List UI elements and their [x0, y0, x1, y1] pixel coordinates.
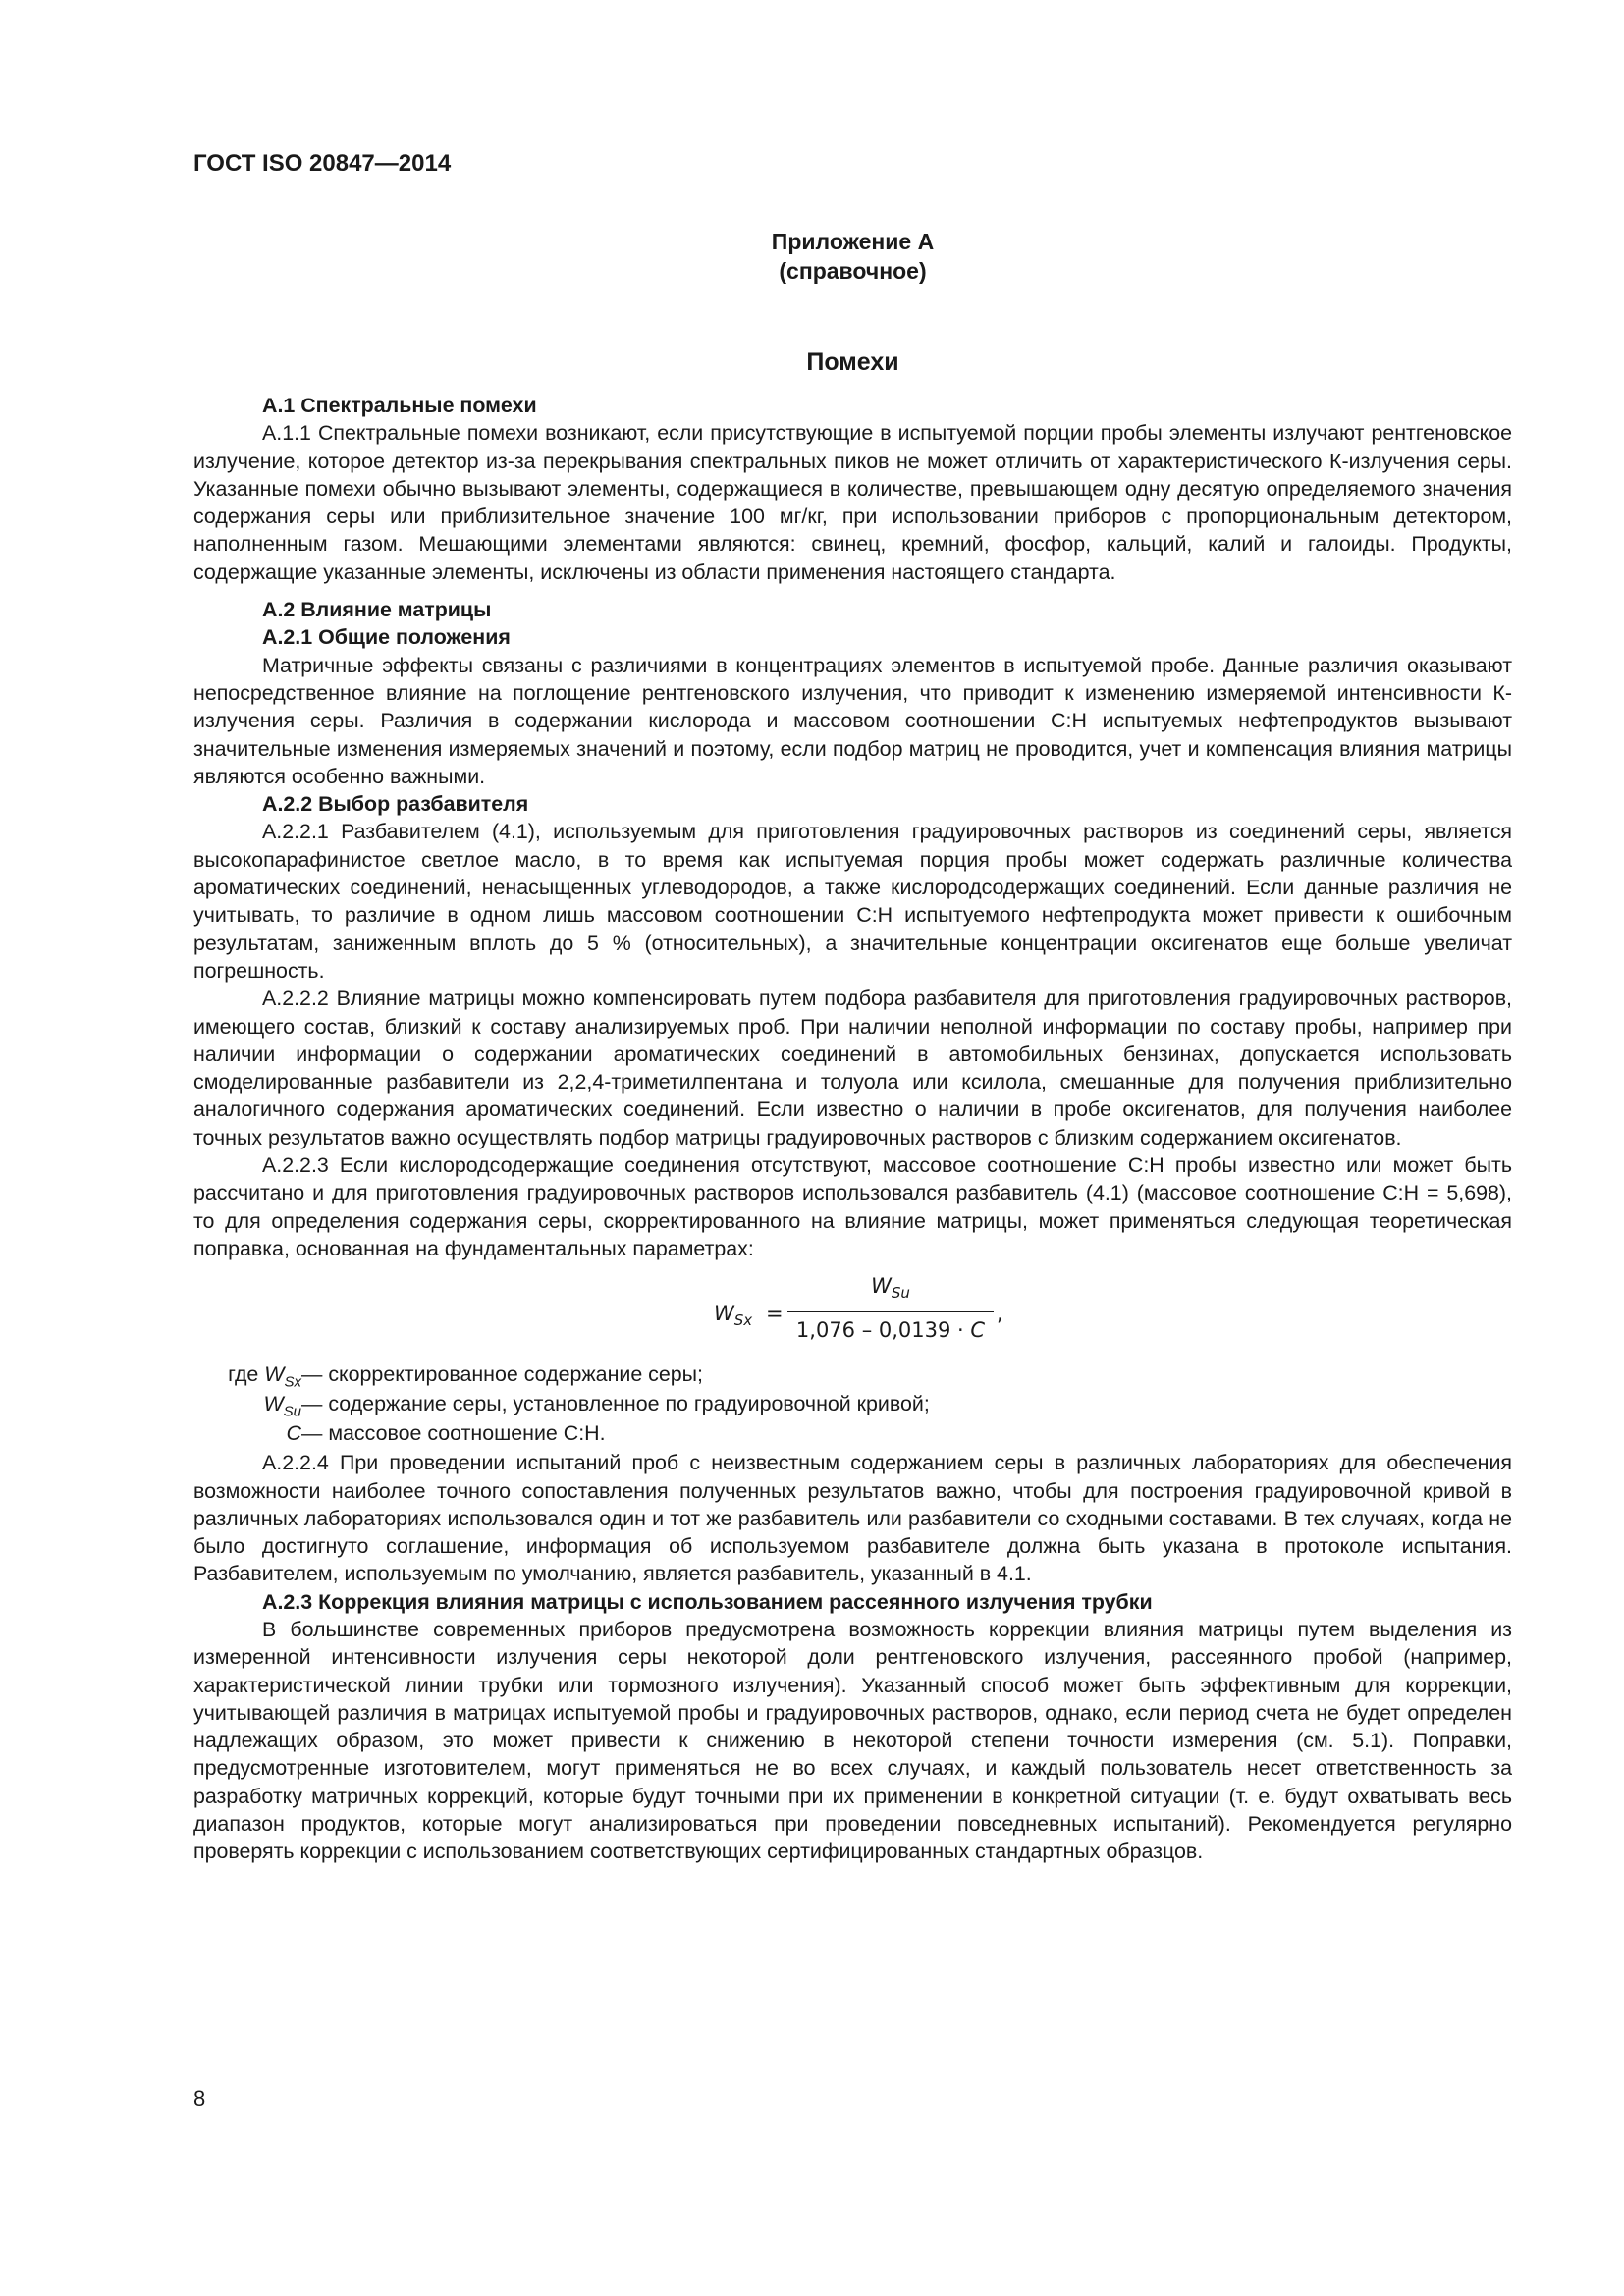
paragraph-a2-2-1: А.2.2.1 Разбавителем (4.1), используемым для приготовления градуировочных растворов из соединений серы, является высокопарафинистое светлое масло, в то время как испытуемая порция пробы может содержать различные количества ароматических соединений, ненасыщенных углеводородов, а также кислородсодержащих соединений. Если данные различия не учитывать, то различие в одном лишь массовом соотношении С:Н испытуемого нефтепродукта может привести к ошибочным результатам, заниженным вплоть до 5 % (относительных), а значительные концентрации оксигенатов еще больше увеличат погрешность. [193, 820, 1512, 983]
heading-a2-1: А.2.1 Общие положения [262, 625, 511, 650]
formula-lhs: $W_{Sx}$ [714, 1302, 753, 1330]
formula-equals: = [766, 1302, 784, 1326]
heading-a2-2: А.2.2 Выбор разбавителя [262, 792, 529, 817]
section-title: Помехи [806, 348, 899, 376]
formula-numerator: $W_{Su}$ [871, 1274, 910, 1303]
paragraph-a2-3: В большинстве современных приборов предусмотрена возможность коррекции влияния матрицы путем выделения из измеренной интенсивности излучения серы некоторой доли рентгеновского излучения, рассеянного пробой (например, характеристической линии трубки или тормозного излучения). Указанный способ может быть эффективным для коррекции, учитывающей различия в матрицах испытуемой пробы и градуировочных растворов, однако, если период счета не будет определен надлежащих образом, это может привести к снижению в некоторой степени точности измерения (см. 5.1). Поправки, предусмотренные изготовителем, могут применяться не во всех случаях, и каждый пользователь несет ответственность за разработку матричных коррекций, которые будут точными при их применении в конкретной ситуации (т. е. будут охватывать весь диапазон продуктов, которые могут анализироваться при проведении повседневных испытаний). Рекомендуется регулярно проверять коррекции с использованием соответствующих сертифицированных стандартных образцов. [193, 1617, 1512, 1864]
legend-item: $W_{Su}$ — содержание серы, установленное по градуировочной кривой; [263, 1392, 930, 1420]
heading-a2-3: А.2.3 Коррекция влияния матрицы с использованием рассеянного излучения трубки [262, 1589, 1153, 1614]
standard-code: ГОСТ ISO 20847—2014 [193, 150, 452, 177]
page-number: 8 [193, 2086, 206, 2110]
legend-item: где $W_{Sx}$ — скорректированное содержание серы; [228, 1362, 703, 1391]
heading-a1: А.1 Спектральные помехи [262, 394, 537, 417]
body-text [193, 392, 1512, 1866]
paragraph-a2-2-3: А.2.2.3 Если кислородсодержащие соединения отсутствуют, массовое соотношение С:Н пробы известно или может быть рассчитано и для приготовления градуировочных растворов использовался разбавитель (4.1) (массовое соотношение С:Н = 5,698), то для определения содержания серы, скорректированного на влияние матрицы, может применяться следующая теоретическая поправка, основанная на фундаментальных параметрах: [193, 1153, 1512, 1260]
annex-type: (справочное) [779, 258, 927, 284]
paragraph-a2-2-2: А.2.2.2 Влияние матрицы можно компенсировать путем подбора разбавителя для приготовления градуировочных растворов, имеющего состав, близкий к составу анализируемых проб. При наличии неполной информации по составу пробы, например при наличии информации о содержании ароматических соединений в автомобильных бензинах, допускается использовать смоделированные разбавители из 2,2,4-триметилпентана и толуола или ксилола, смешанные для получения приблизительно аналогичного содержания ароматических соединений. Если известно о наличии в пробе оксигенатов, для получения наиболее точных результатов важно осуществлять подбор матрицы градуировочных растворов с близким содержанием оксигенатов. [193, 987, 1512, 1149]
paragraph-a1-1: А.1.1 Спектральные помехи возникают, если присутствующие в испытуемой порции пробы элементы излучают рентгеновское излучение, которое детектор из-за перекрывания спектральных пиков не может отличить от характеристического К-излучения серы. Указанные помехи обычно вызывают элементы, содержащиеся в количестве, превышающем одну десятую определяемого значения содержания серы или приблизительное значение 100 мг/кг, при использовании приборов с пропорциональным детектором, наполненным газом. Мешающими элементами являются: свинец, кремний, фосфор, кальций, калий и галоиды. Продукты, содержащие указанные элементы, исключены из области применения настоящего стандарта. [193, 421, 1512, 584]
formula-fraction [787, 1272, 994, 1344]
heading-a2: А.2 Влияние матрицы [262, 598, 492, 622]
correction-formula [193, 1262, 1512, 1361]
paragraph-a2-1: Матричные эффекты связаны с различиями в концентрациях элементов в испытуемой пробе. Данные различия оказывают непосредственное влияние на поглощение рентгеновского излучения, что приводит к изменению измеряемой интенсивности К-излучения серы. Различия в содержании кислорода и массовом соотношении C:H испытуемых нефтепродуктов вызывают значительные изменения измеряемых значений и поэтому, если подбор матриц не проводится, учет и компенсация влияния матрицы являются особенно важными. [193, 653, 1512, 788]
formula-legend [193, 1361, 1512, 1449]
legend-item: C — массовое соотношение С:Н. [286, 1421, 606, 1446]
paragraph-a2-2-4: А.2.2.4 При проведении испытаний проб с неизвестным содержанием серы в различных лабораториях для обеспечения возможности наиболее точного сопоставления полученных результатов важно, чтобы для построения градуировочной кривой в различных лабораториях использовался один и тот же разбавитель или разбавители со сходными составами. В тех случаях, когда не было достигнуто соглашение, информация об используемом разбавителе должна быть указана в протоколе испытания. Разбавителем, используемым по умолчанию, является разбавитель, указанный в 4.1. [193, 1451, 1512, 1586]
annex-title: Приложение А [771, 229, 935, 254]
formula-denominator: 1,076 – 0,0139 · C [795, 1317, 986, 1342]
formula-comma: , [997, 1302, 1003, 1326]
